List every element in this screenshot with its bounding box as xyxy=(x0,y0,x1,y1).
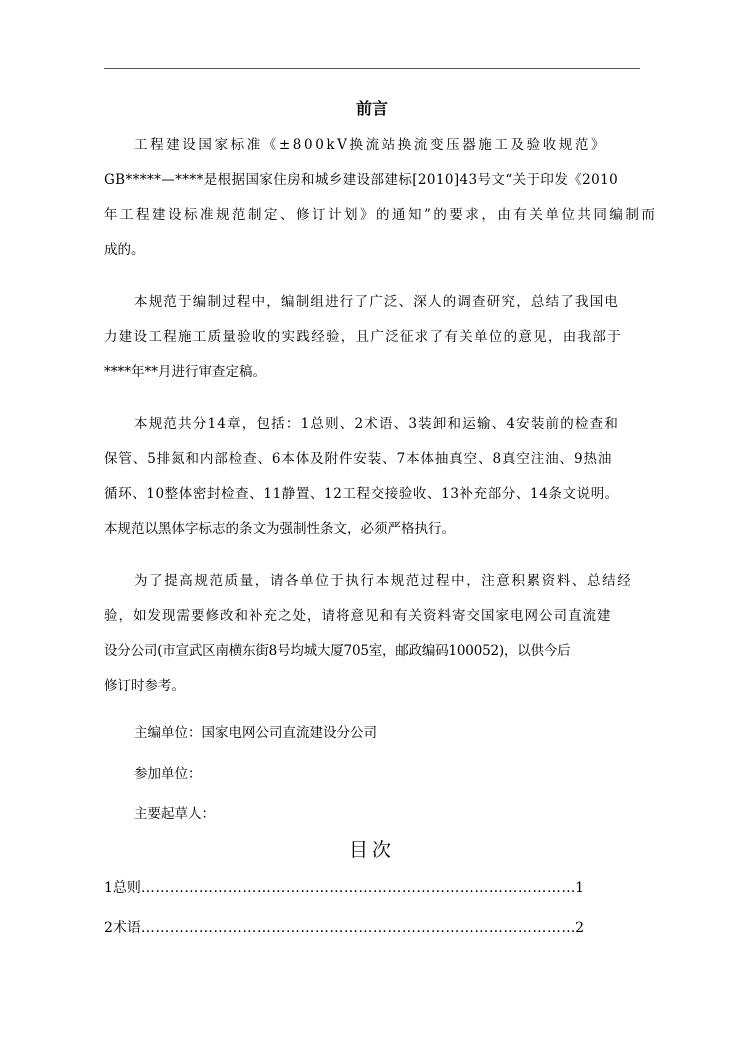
text-line: 工程建设国家标准《±800kV换流站换流变压器施工及验收规范》 xyxy=(134,137,608,153)
chief-editor-unit: 主编单位：国家电网公司直流建设分公司 xyxy=(134,725,377,741)
preface-paragraph-4 xyxy=(104,564,640,704)
text-line: 本规范共分14章，包括：1总则、2术语、3装卸和运输、4安装前的检查和 xyxy=(134,416,620,432)
toc-entry-label: 2术语 xyxy=(104,920,141,936)
text-line: ****年**月进行审查定稿。 xyxy=(104,364,266,380)
text-line: 修订时参考。 xyxy=(104,678,185,694)
text-line: 验，如发现需要修改和补充之处，请将意见和有关资料寄交国家电网公司直流建 xyxy=(104,608,612,624)
text-line: 成的。 xyxy=(104,242,145,258)
text-line: 循环、10整体密封检查、11静置、12工程交接验收、13补充部分、14条文说明。 xyxy=(104,486,619,502)
text-line: GB*****—****是根据国家住房和城乡建设部建标[2010]43号文“关于印发《2010 xyxy=(104,172,619,188)
text-line: 年工程建设标准规范制定、修订计划》的通知”的要求，由有关单位共同编制而 xyxy=(104,207,658,223)
toc-entry[interactable] xyxy=(104,917,584,937)
toc-entry-page: 2 xyxy=(575,920,584,936)
text-line: 保管、5排氮和内部检查、6本体及附件安装、7本体抽真空、8真空注油、9热油 xyxy=(104,451,613,467)
toc-entry[interactable] xyxy=(104,877,584,897)
preface-title: 前言 xyxy=(355,99,388,118)
text-line: 设分公司(市宣武区南横东街8号均城大厦705室，邮政编码100052)，以供今后 xyxy=(104,643,571,659)
preface-paragraph-3 xyxy=(104,407,640,547)
toc-entry-page: 1 xyxy=(575,880,584,896)
text-line: 本规范于编制过程中，编制组进行了广泛、深人的调查研究，总结了我国电 xyxy=(134,294,620,310)
preface-paragraph-2 xyxy=(104,285,640,390)
text-line: 力建设工程施工质量验收的实践经验，且广泛征求了有关单位的意见，由我部于 xyxy=(104,329,622,345)
main-drafters: 主要起草人： xyxy=(134,806,215,822)
text-line: 为了提高规范质量，请各单位于执行本规范过程中，注意积累资料、总结经 xyxy=(134,573,633,589)
participating-units: 参加单位： xyxy=(134,766,202,782)
toc-entry-label: 1总则 xyxy=(104,880,141,896)
toc-leader-dots xyxy=(141,920,575,936)
toc-leader-dots xyxy=(141,880,575,896)
text-line: 本规范以黑体字标志的条文为强制性条文，必须严格执行。 xyxy=(104,521,455,537)
toc-title: 目次 xyxy=(348,839,395,861)
preface-paragraph-1 xyxy=(104,128,658,268)
header-rule xyxy=(104,68,640,69)
